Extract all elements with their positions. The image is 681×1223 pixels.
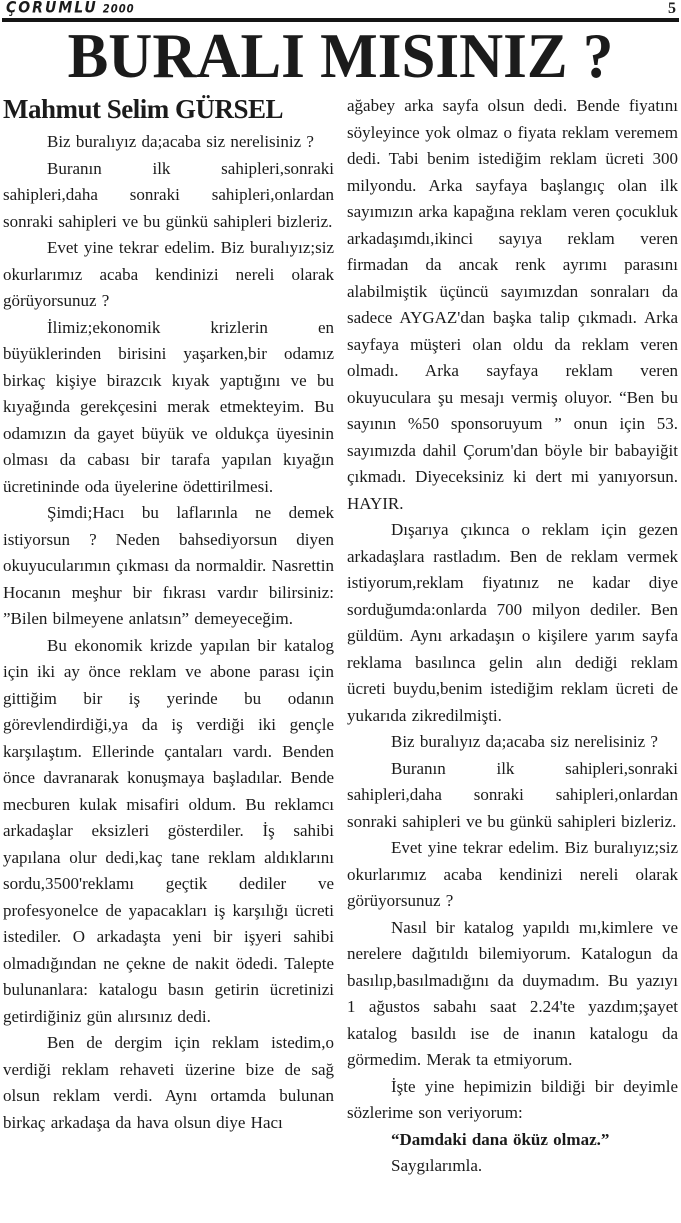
- paragraph: Saygılarımla.: [391, 1156, 483, 1175]
- article-title: BURALI MISINIZ ?: [67, 21, 614, 92]
- paragraph: ağabey arka sayfa olsun dedi. Bende fiyatını söyleyince yok olmaz o fiyata reklam veremem dedi. Tabi benim istediğim reklam ücreti 300 milyondu. Arka sayfaya başlangıç olan ilk sayımızın arka kapağına reklam veren çocukluk arkadaşımdı,ikinci sayıya reklam veren firmadan da ancak renk ayrımı parasını alabilmiştik üçüncü sayımızdan sonraları da sadece AYGAZ'dan başka talip çıkmadı. Arka sayfaya müşteri olan oldu da reklam veren olmadı. Arka sayfaya reklam veren okuyuculara şu mesajı vermiş oluyor. “Ben bu sayının %50 sponsoruyum ” onun için 53. sayımızda dahil Çorum'dan böyle bir babayiğit çıkmadı. Diyeceksiniz ki dert mi yanıyorsun. HAYIR.: [347, 96, 678, 513]
- magazine-logo-year: 2000: [102, 3, 135, 16]
- paragraph: Şimdi;Hacı bu laflarınla ne demek istiyorsun ? Neden bahsediyorsun diyen okuyucularımın çıkması da normaldir. Nasrettin Hocanın meşhur bir fıkrası vardır bilirsiniz: ”Bilen bilmeyene anlatsın” demeyeceğim.: [3, 503, 334, 628]
- article-body: [2, 93, 679, 1180]
- paragraph: Evet yine tekrar edelim. Biz buralıyız;siz okurlarımız acaba kendinizi nereli olarak görüyorsunuz ?: [347, 838, 678, 910]
- paragraph: Buranın ilk sahipleri,sonraki sahipleri,daha sonraki sahipleri,onlardan sonraki sahipleri ve bu günkü sahipleri bizleriz.: [3, 158, 334, 231]
- page-header: [2, 0, 679, 17]
- paragraph: Nasıl bir katalog yapıldı mı,kimlere ve nerelere dağıtıldı bilemiyorum. Katalogun da basılıp,basılmadığını da duymadım. Bu yazıyı 1 ağustos sabahı saat 2.24'te yazdım;şayet katalog basıldı ise de inanın katalogu da görmedim. Merak ta etmiyorum.: [347, 917, 678, 1069]
- right-column: [347, 93, 678, 1180]
- paragraph: Bu ekonomik krizde yapılan bir katalog için iki ay önce reklam ve abone parası için gittiğim bir iş yerinde bu odanın görevlendirdiği,ya da iş verdiği iki gençle karşılaştım. Ellerinde çantaları vardı. Benden önce davranarak konuşmaya başladılar. Bende mecburen kulak misafiri oldum. Bu reklamcı arkadaşlar eksizleri gösterdiler. İş sahibi yapılana olur dedi,kaç tane reklam aldıklarını sordu,3500'reklamı geçtik dediler ve profesyonelce de yapacakları iş karşılığı ücreti istediler. O arkadaşta yeni bir işyeri sahibi olmadığından ne çekne de nakit ödedi. Talepte bulunanlara: katalogu basın getirin ücretinizi getirdiğiniz gün alırsınız dedi.: [3, 635, 334, 1026]
- paragraph: Biz buralıyız da;acaba siz nerelisiniz ?: [47, 132, 314, 151]
- paragraph: Biz buralıyız da;acaba siz nerelisiniz ?: [391, 732, 658, 751]
- paragraph: İşte yine hepimizin bildiği bir deyimle sözlerime son veriyorum:: [347, 1076, 678, 1122]
- magazine-logo-title: ÇORUMLU: [6, 0, 98, 17]
- magazine-logo: [6, 0, 135, 17]
- paragraph: Buranın ilk sahipleri,sonraki sahipleri,daha sonraki sahipleri,onlardan sonraki sahipleri ve bu günkü sahipleri bizleriz.: [347, 758, 678, 831]
- paragraph: “Damdaki dana öküz olmaz.”: [391, 1129, 610, 1149]
- paragraph: Dışarıya çıkınca o reklam için gezen arkadaşlara rastladım. Ben de reklam vermek istiyorum,reklam fiyatınız ne kadar diye sorduğumda:onlarda 700 milyon dediler. Ben güldüm. Aynı arkadaşın o kişilere yarım sayfa reklama basılınca gelin alın dediği reklam ücreti buydu,benim istediğim reklam ücreti de yukarıda zikredilmişti.: [347, 520, 678, 725]
- page-number: 5: [668, 0, 676, 17]
- paragraph: Evet yine tekrar edelim. Biz buralıyız;siz okurlarımız acaba kendinizi nereli olarak görüyorsunuz ?: [3, 238, 334, 310]
- author-name: Mahmut Selim GÜRSEL: [3, 94, 284, 124]
- paragraph: İlimiz;ekonomik krizlerin en büyüklerinden birisini yaşarken,bir odamız birkaç kişiye birazcık kıyak yaptığını ve bu kıyağında gerekçesini merak etmekteyim. Bu odamızın da gayet büyük ve oldukça üyesinin olması da cabası bir tarafa yapılan kıyağın ücretininde oda üyelerine ödettirilmesi.: [3, 317, 334, 496]
- right-column-paragraphs: [347, 93, 678, 1180]
- left-column-paragraphs: [3, 129, 334, 1136]
- paragraph: Ben de dergim için reklam istedim,o verdiği reklam rehaveti üzerine bize de sağ olsun reklam verdi. Aynı ortamda bulunan birkaç arkadaşa da hava olsun diye Hacı: [3, 1033, 334, 1132]
- left-column: [3, 93, 334, 1180]
